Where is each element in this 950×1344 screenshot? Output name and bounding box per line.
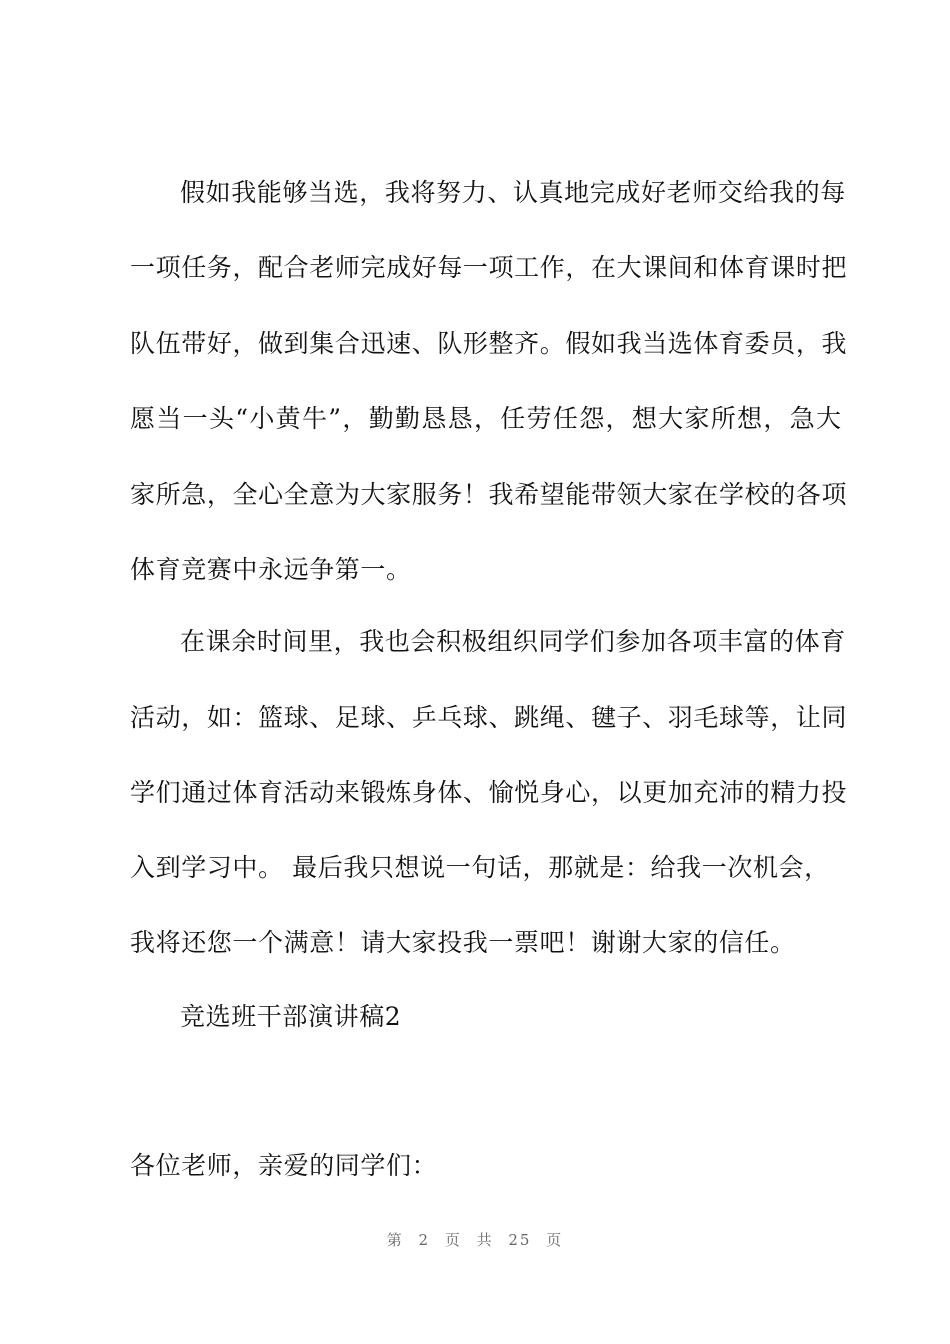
paragraph-line: 愿 当 一 头 “ 小 黄 牛 ” ， 勤 勤 恳 恳 ， 任 劳 任 怨 ， 想 大 家 所 想 ， 急 大 — [130, 404, 842, 433]
page-footer: 第 2 页 共 25 页 — [386, 1231, 564, 1249]
paragraph-line: 一 项 任 务 ， 配 合 老 师 完 成 好 每 一 项 工 作 ， 在 大 课 间 和 体 育 课 时 把 — [130, 253, 848, 282]
paragraph-line: 学 们 通 过 体 育 活 动 来 锻 炼 身 体 、 愉 悦 身 心 ， 以 更 加 充 沛 的 精 力 投 — [130, 778, 848, 807]
paragraph-line: 活 动 ， 如 ： 篮 球 、 足 球 、 乒 乓 球 、 跳 绳 、 毽 子 、 羽 毛 球 等 ， 让 同 — [130, 703, 848, 732]
paragraph-line: 家 所 急 ， 全 心 全 意 为 大 家 服 务 ！ 我 希 望 能 带 领 大 家 在 学 校 的 各 项 — [130, 480, 848, 509]
paragraph-line: 队 伍 带 好 ， 做 到 集 合 迅 速 、 队 形 整 齐 。 假 如 我 当 选 体 育 委 员 ， 我 — [130, 329, 848, 358]
paragraph-line: 在 课 余 时 间 里 ， 我 也 会 积 极 组 织 同 学 们 参 加 各 项 丰 富 的 体 育 — [180, 627, 846, 656]
section-heading: 竞选班干部演讲稿2 — [180, 1002, 402, 1031]
paragraph-line: 入到学习中。 最后我只想说一句话，那就是：给我一次机会， — [130, 853, 830, 882]
salutation-line: 各位老师，亲爱的同学们： — [130, 1151, 438, 1180]
paragraph-line: 我将还您一个满意！请大家投我一票吧！谢谢大家的信任。 — [130, 928, 796, 957]
paragraph-line: 假 如 我 能 够 当 选 ， 我 将 努 力 、 认 真 地 完 成 好 老 师 交 给 我 的 每 — [180, 178, 846, 207]
paragraph-line: 体育竞赛中永远争第一。 — [130, 555, 412, 584]
